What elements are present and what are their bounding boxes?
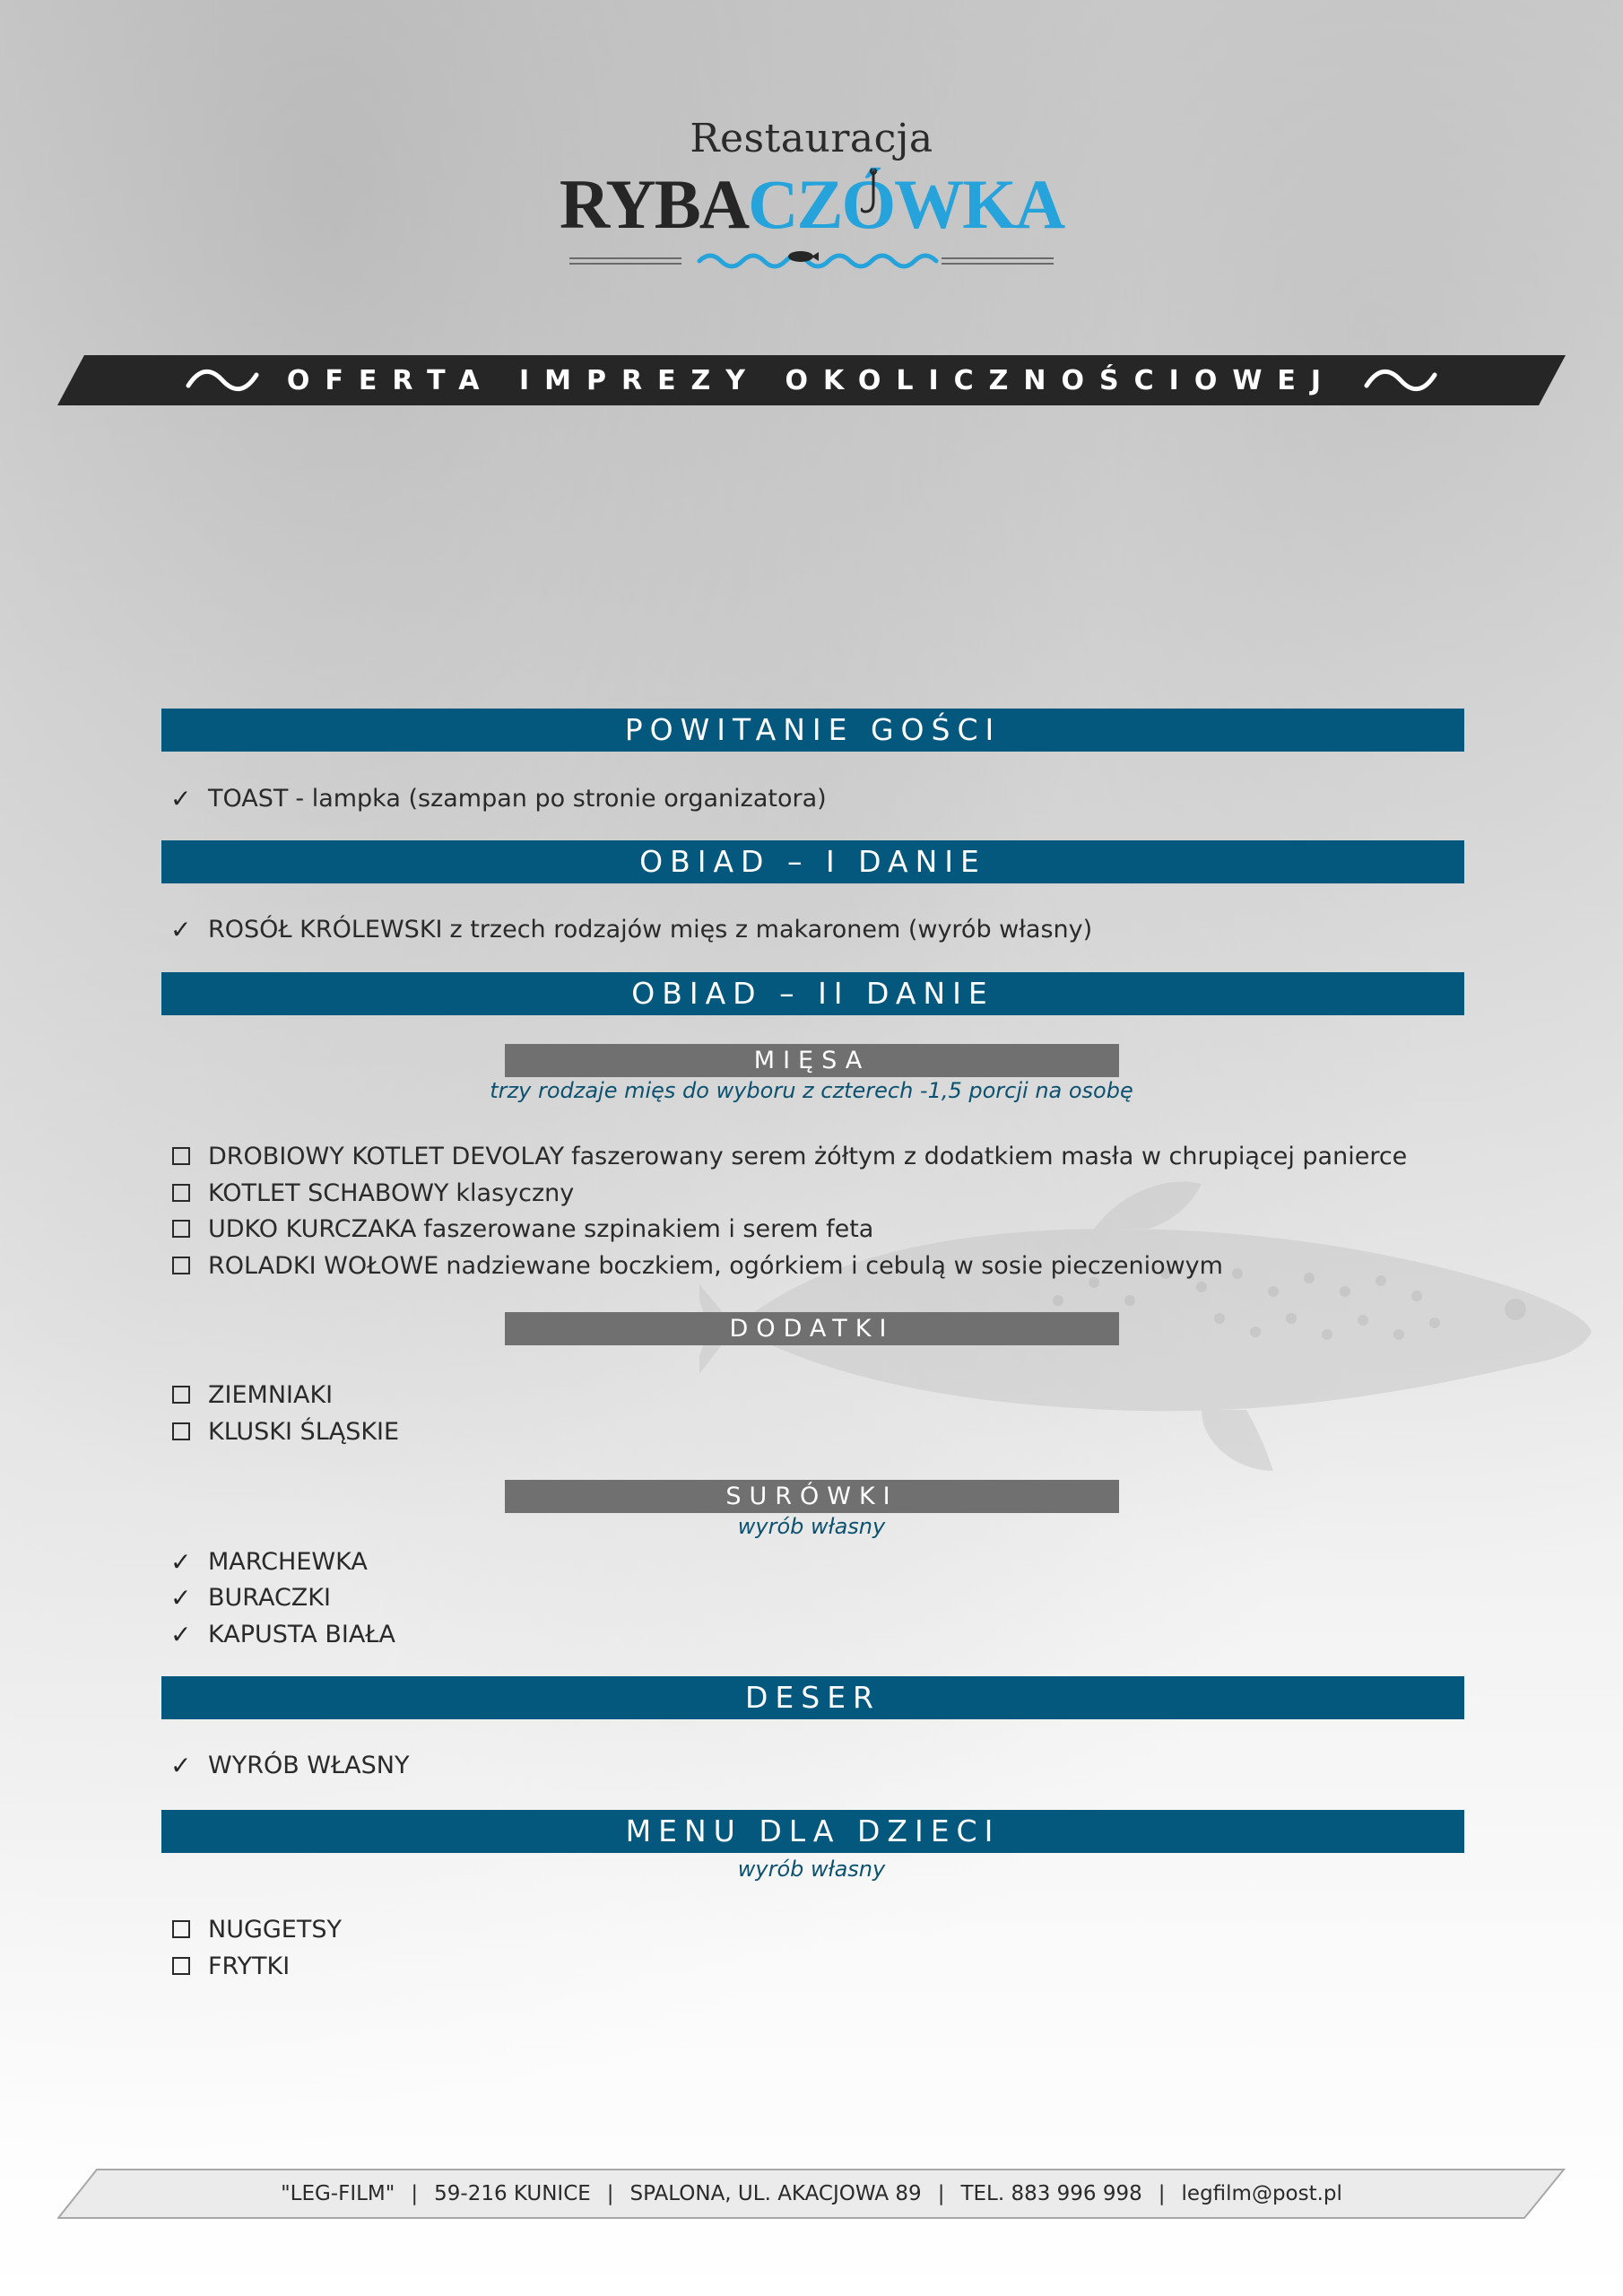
- item-name: MARCHEWKA: [208, 1547, 368, 1576]
- footer-contact-bar: [57, 2169, 1566, 2219]
- item-name: ZIEMNIAKI: [208, 1380, 334, 1409]
- meats-note: trzy rodzaje mięs do wyboru z czterech -1,5 porcji na osobę: [490, 1078, 1133, 1103]
- item-name: KAPUSTA BIAŁA: [208, 1620, 395, 1648]
- checkbox-icon: [172, 1957, 190, 1975]
- logo-wordmark-dark: RYBA: [559, 165, 749, 243]
- item-description: faszerowany serem żółtym z dodatkiem masła w chrupiącej panierce: [571, 1142, 1408, 1170]
- list-item: [170, 1249, 1223, 1282]
- list-item: [170, 1378, 340, 1411]
- logo-wave-fish-icon: [569, 246, 1054, 278]
- checkbox-icon: [172, 1184, 190, 1202]
- item-description: faszerowane szpinakiem i serem feta: [423, 1214, 874, 1243]
- kids-note: wyrób własny: [737, 1857, 886, 1882]
- footer-separator: |: [937, 2182, 945, 2205]
- item-name: WYRÓB WŁASNY: [208, 1751, 410, 1779]
- check-icon: ✓: [170, 1619, 192, 1649]
- logo-wordmark-blue: CZÓWKA: [748, 165, 1064, 243]
- section-dessert-bar: DESER: [161, 1676, 1464, 1719]
- list-item: [170, 1950, 297, 1982]
- list-item: [170, 1581, 338, 1613]
- section-second-course-bar: OBIAD – II DANIE: [161, 972, 1464, 1015]
- logo-wordmark: [559, 165, 1064, 243]
- subsection-sides-bar: DODATKI: [505, 1312, 1119, 1345]
- footer-email: legfilm@post.pl: [1181, 2182, 1342, 2205]
- section-kids-bar: MENU DLA DZIECI: [161, 1810, 1464, 1853]
- item-name: BURACZKI: [208, 1583, 331, 1612]
- list-item: [170, 1213, 873, 1245]
- footer-address: SPALONA, UL. AKACJOWA 89: [629, 2182, 922, 2205]
- check-icon: ✓: [170, 1582, 192, 1613]
- wave-icon: [185, 364, 260, 396]
- item-name: UDKO KURCZAKA: [208, 1214, 417, 1243]
- checkbox-icon: [172, 1386, 190, 1404]
- footer-company: "LEG-FILM": [281, 2182, 395, 2205]
- footer-separator: |: [411, 2182, 419, 2205]
- list-item: [170, 1177, 574, 1209]
- item-name: ROLADKI WOŁOWE: [208, 1251, 439, 1280]
- item-name: DROBIOWY KOTLET DEVOLAY: [208, 1142, 565, 1170]
- subsection-salads-bar: SURÓWKI: [505, 1480, 1119, 1513]
- check-icon: ✓: [170, 1546, 192, 1577]
- offer-banner: [57, 355, 1566, 405]
- checkbox-icon: [172, 1422, 190, 1440]
- item-name: ROSÓŁ KRÓLEWSKI: [208, 915, 443, 944]
- check-icon: ✓: [170, 914, 192, 944]
- item-name: KLUSKI ŚLĄSKIE: [208, 1417, 400, 1446]
- checkbox-icon: [172, 1257, 190, 1274]
- item-name: TOAST: [208, 784, 289, 813]
- restaurant-logo: [0, 117, 1623, 278]
- item-name: FRYTKI: [208, 1952, 291, 1980]
- banner-title: OFERTA IMPREZY OKOLICZNOŚCIOWEJ: [286, 364, 1337, 396]
- logo-top-text: Restauracja: [690, 116, 933, 161]
- checkbox-icon: [172, 1920, 190, 1938]
- checkbox-icon: [172, 1147, 190, 1165]
- wave-icon: [1363, 364, 1438, 396]
- list-item: [170, 1545, 375, 1578]
- list-item: [170, 782, 827, 814]
- list-item: [170, 1618, 403, 1650]
- check-icon: ✓: [170, 1750, 192, 1780]
- item-description: nadziewane boczkiem, ogórkiem i cebulą w sosie pieczeniowym: [446, 1251, 1223, 1280]
- list-item: [170, 913, 1092, 945]
- item-description: z trzech rodzajów mięs z makaronem (wyrób własny): [449, 915, 1093, 944]
- checkbox-icon: [172, 1220, 190, 1238]
- footer-postal: 59-216 KUNICE: [434, 2182, 591, 2205]
- check-icon: ✓: [170, 783, 192, 813]
- salads-note: wyrób własny: [737, 1514, 886, 1539]
- hook-icon: [861, 169, 886, 219]
- footer-separator: |: [606, 2182, 614, 2205]
- footer-separator: |: [1158, 2182, 1166, 2205]
- list-item: [170, 1749, 416, 1781]
- subsection-meats-bar: MIĘSA: [505, 1044, 1119, 1077]
- list-item: [170, 1415, 406, 1448]
- section-welcome-bar: POWITANIE GOŚCI: [161, 709, 1464, 752]
- list-item: [170, 1913, 349, 1945]
- item-description: klasyczny: [456, 1178, 575, 1207]
- footer-phone: TEL. 883 996 998: [960, 2182, 1142, 2205]
- item-name: NUGGETSY: [208, 1915, 342, 1944]
- list-item: [170, 1140, 1407, 1172]
- item-description: - lampka (szampan po stronie organizatora): [295, 784, 827, 813]
- section-first-course-bar: OBIAD – I DANIE: [161, 840, 1464, 883]
- item-name: KOTLET SCHABOWY: [208, 1178, 449, 1207]
